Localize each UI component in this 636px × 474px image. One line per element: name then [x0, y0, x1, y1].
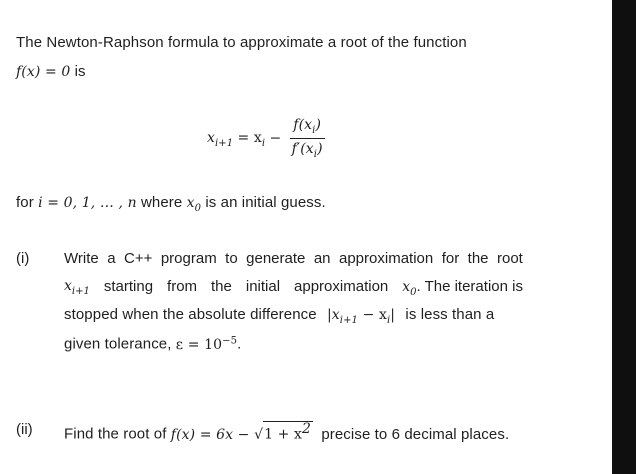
formula-rhs-xi: = $x_i$: [237, 130, 266, 150]
x0-and-rest: $x_0$. The iteration is: [402, 278, 523, 298]
part-i-line-1: [64, 250, 523, 267]
line3-end: is less than a: [405, 306, 495, 323]
word: approximation: [339, 250, 434, 267]
word: a: [107, 250, 116, 267]
word: for: [441, 250, 460, 267]
intro-line-2: [16, 63, 86, 80]
sqrt-radicand: $1 + x^2$: [264, 421, 312, 443]
word: approximation: [294, 278, 389, 295]
x-i-plus-1: $x_{i+1}$: [64, 278, 90, 297]
formula-lhs: $x_{i+1}$: [207, 130, 234, 150]
word: initial: [245, 278, 281, 295]
intro-text: The Newton-Raphson formula to approximate a root of the function: [16, 34, 467, 51]
for-word: for: [16, 194, 34, 211]
window-edge-bar: [612, 0, 636, 474]
formula-numerator: $f(x_i)$: [293, 117, 321, 136]
initial-guess-text: is an initial guess.: [205, 194, 326, 211]
formula-minus: −: [269, 130, 282, 147]
period: .: [237, 335, 242, 353]
part-i-line-4: [64, 335, 241, 353]
part-i-label: (i): [16, 250, 30, 267]
index-range: i = 0, 1, … , n: [38, 195, 137, 211]
for-line: [16, 194, 326, 214]
tolerance-text: given tolerance,: [64, 335, 172, 353]
formula-denominator: $f'(x_i)$: [291, 140, 323, 160]
word: an: [313, 250, 331, 267]
word: starting: [103, 278, 154, 295]
part-ii-text: [64, 421, 509, 443]
word: the: [211, 278, 232, 295]
word: to: [225, 250, 238, 267]
intro-line-1: [16, 34, 467, 51]
word: the: [467, 250, 489, 267]
part-i-line-2: [64, 278, 523, 298]
word: Write: [64, 250, 99, 267]
intro-equation: f(x) = 0: [16, 64, 71, 80]
formula-fraction: [290, 117, 325, 160]
precision-text: precise to 6 decimal places.: [321, 425, 510, 443]
tolerance-value: $\varepsilon = 10^{-5}$: [175, 335, 238, 353]
part-i-line-3: [64, 306, 494, 326]
word: from: [167, 278, 198, 295]
initial-guess-symbol: $x_0$: [186, 195, 202, 214]
line3-text: stopped when the absolute difference: [64, 306, 317, 323]
where-word: where: [140, 194, 183, 211]
intro-is: is: [74, 63, 86, 80]
part-ii-label: (ii): [16, 421, 33, 438]
word: program: [160, 250, 217, 267]
word: root: [497, 250, 523, 267]
absolute-difference: $|x_{i+1} - x_i|$: [326, 307, 396, 326]
word: generate: [246, 250, 306, 267]
find-root-text: Find the root of: [64, 425, 167, 443]
word: C++: [124, 250, 153, 267]
fraction-bar: [290, 138, 325, 139]
function-definition: $f(x) = 6x - √1 + x^2$: [170, 421, 312, 443]
newton-raphson-formula: [207, 117, 325, 160]
